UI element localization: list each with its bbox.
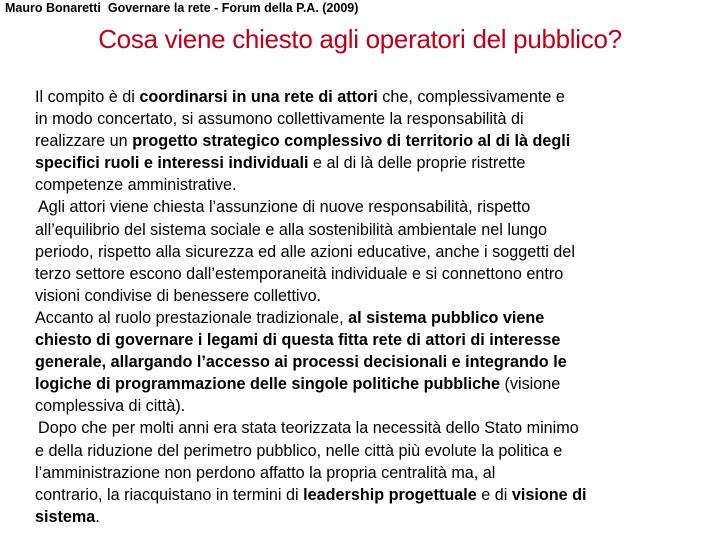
bold-run: sistema: [35, 507, 96, 526]
p3-line5: complessiva di città).: [35, 397, 186, 416]
header-author: Mauro Bonaretti: [5, 1, 101, 15]
bold-run: logiche di programmazione delle singole politiche pubbliche: [35, 375, 501, 394]
p3-line1: [35, 307, 715, 329]
bold-run: leadership progettuale: [303, 485, 477, 504]
header-source: Governare la rete - Forum della P.A. (2009): [107, 1, 359, 15]
bold-run: coordinarsi in una rete di attori: [139, 88, 378, 106]
text-run: che, complessivamente e: [377, 88, 565, 106]
bold-run: visione di: [511, 485, 587, 504]
p1-line3: [35, 130, 715, 152]
bold-run: progetto strategico complessivo di territorio al di là degli: [132, 132, 571, 151]
slide-body: [35, 86, 715, 528]
bold-run: al sistema pubblico viene: [348, 308, 545, 327]
p3-line4: [35, 373, 715, 395]
p3-line3: generale, allargando l’accesso ai processi decisionali e integrando le: [35, 353, 567, 372]
text-run: Accanto al ruolo prestazionale tradizionale,: [35, 308, 349, 327]
text-run: .: [95, 507, 100, 526]
p4-line5: [35, 506, 715, 528]
p3-line2: chiesto di governare i legami di questa fitta rete di attori di interesse: [35, 331, 561, 350]
text-run: e al di là delle proprie ristrette: [308, 154, 526, 173]
p4-line2: e della riduzione del perimetro pubblico, nelle città più evolute la politica e: [35, 441, 563, 460]
text-run: Il compito è di: [35, 88, 140, 106]
p4-line1: Dopo che per molti anni era stata teorizzata la necessità dello Stato minimo: [38, 419, 579, 438]
p1-line4: [35, 152, 715, 174]
p4-line3: l’amministrazione non perdono affatto la propria centralità ma, al: [35, 463, 496, 482]
text-run: realizzare un: [35, 132, 133, 151]
p2-line3: periodo, rispetto alla sicurezza ed alle azioni educative, anche i soggetti del: [35, 242, 575, 261]
bold-run: specifici ruoli e interessi individuali: [35, 154, 309, 173]
p1-line5: competenze amministrative.: [35, 176, 237, 195]
p2-line1: Agli attori viene chiesta l’assunzione di nuove responsabilità, rispetto: [38, 198, 531, 217]
p2-line5: visioni condivise di benessere collettivo.: [35, 286, 322, 305]
p1-line1: [35, 86, 715, 108]
p2-line2: all’equilibrio del sistema sociale e alla sostenibilità ambientale nel lungo: [35, 220, 548, 239]
p2-line4: terzo settore escono dall’estemporaneità individuale e si connettono entro: [35, 264, 564, 283]
slide-title: Cosa viene chiesto agli operatori del pubblico?: [98, 24, 622, 54]
text-run: e di: [476, 485, 512, 504]
p1-line2: in modo concertato, si assumono collettivamente la responsabilità di: [35, 110, 524, 129]
text-run: (visione: [500, 375, 561, 394]
text-run: contrario, la riacquistano in termini di: [35, 485, 304, 504]
p4-line4: [35, 484, 715, 506]
slide-header: [5, 1, 365, 15]
